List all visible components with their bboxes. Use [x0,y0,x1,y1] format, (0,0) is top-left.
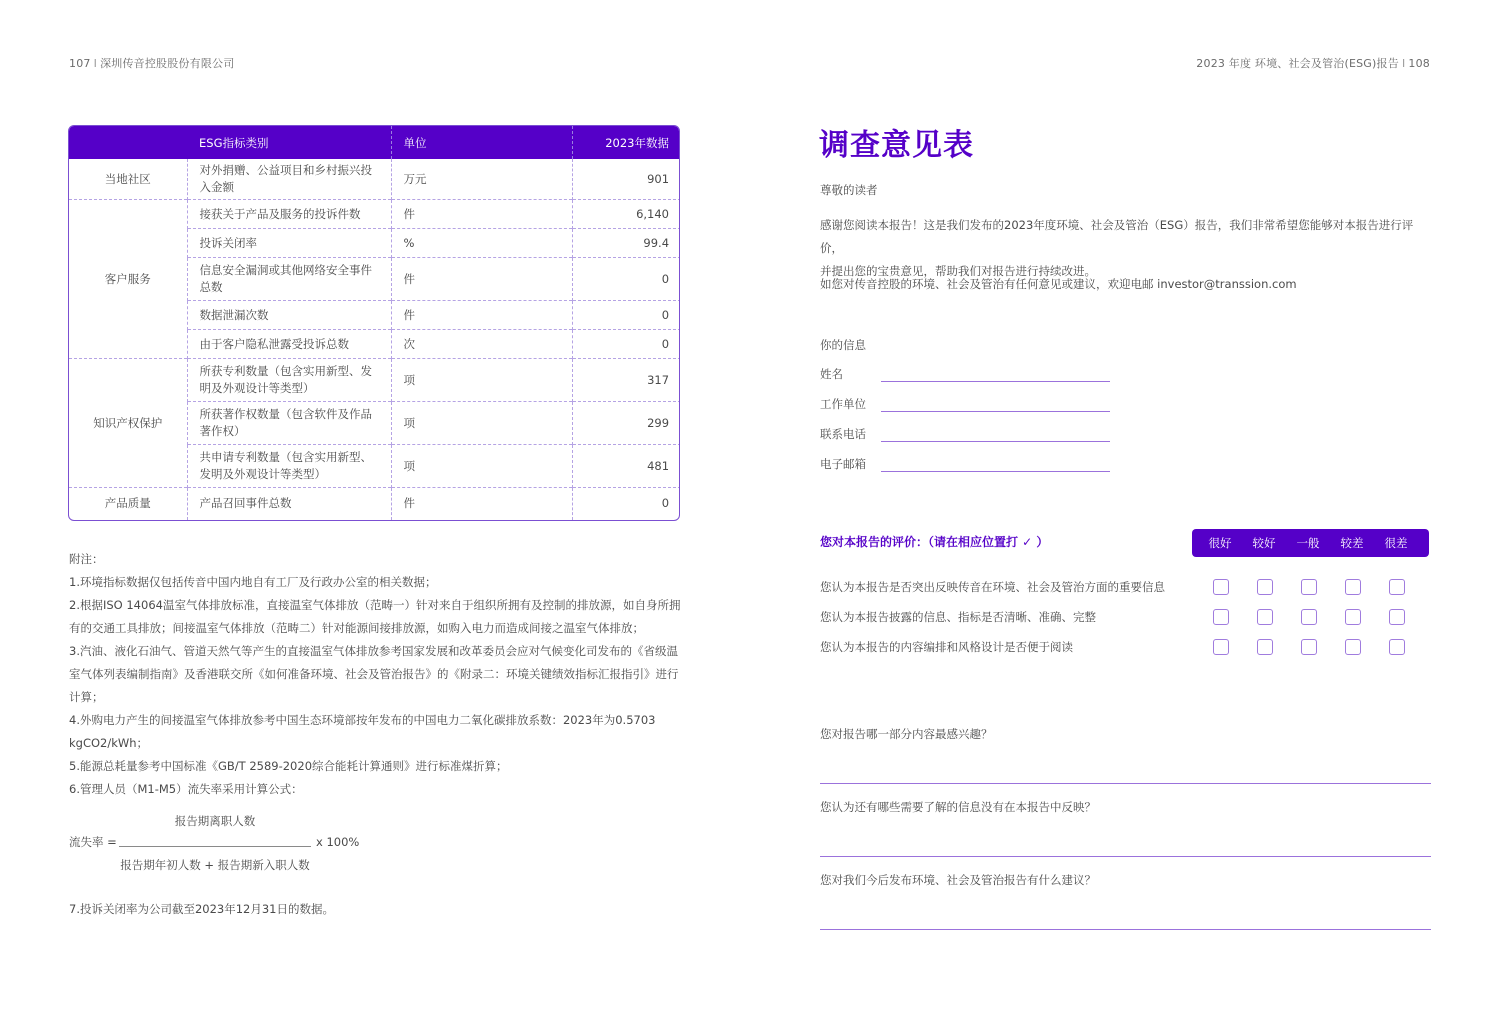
field-label: 联系电话 [820,427,866,441]
question-text: 您认为本报告是否突出反映传音在环境、社会及管治方面的重要信息 [820,580,1165,594]
field-label: 电子邮箱 [820,457,866,471]
company-name: 深圳传音控股股份有限公司 [100,57,235,70]
indicator-cell: 数据泄漏次数 [187,301,391,330]
email-input-line[interactable] [881,471,1110,472]
checkbox[interactable] [1257,639,1273,655]
answer-line[interactable] [820,856,1431,857]
intro-line: 并提出您的宝贵意见，帮助我们对报告进行持续改进。 [820,264,1096,278]
indicator-cell: 所获专利数量（包含实用新型、发明及外观设计等类型） [187,359,391,402]
notes-section [69,548,684,921]
checkbox[interactable] [1345,639,1361,655]
rating-question [820,637,1430,657]
separator: I [93,57,98,70]
value-cell: 901 [572,159,680,200]
question-text: 您认为本报告的内容编排和风格设计是否便于阅读 [820,640,1073,654]
turnover-formula [69,811,684,877]
answer-line[interactable] [820,783,1431,784]
checkbox[interactable] [1213,639,1229,655]
checkbox[interactable] [1301,639,1317,655]
unit-cell: 件 [391,301,572,330]
note-item: 6.管理人员（M1-M5）流失率采用计算公式： [69,782,303,796]
evaluation-title: 您对本报告的评价：（请在相应位置打 ✓ ） [820,535,1049,549]
indicator-cell: 投诉关闭率 [187,229,391,258]
indicator-cell: 产品召回事件总数 [187,488,391,520]
right-page-header [1196,55,1430,71]
checkbox[interactable] [1301,609,1317,625]
checkbox[interactable] [1213,579,1229,595]
note-item: 5.能源总耗量参考中国标准《GB/T 2589-2020综合能耗计算通则》进行标准煤折算； [69,759,508,773]
page-number: 107 [69,57,91,70]
category-cell: 客户服务 [69,200,187,359]
info-title: 你的信息 [820,338,866,352]
category-cell: 知识产权保护 [69,359,187,488]
value-cell: 317 [572,359,680,402]
formula-numerator: 报告期离职人数 [174,814,256,828]
unit-cell: % [391,229,572,258]
email-field[interactable] [820,456,1120,476]
note-item: 2.根据ISO 14064温室气体排放标准，直接温室气体排放（范畴一）针对来自于组织所拥有及控制的排放源，如自身所拥有的交通工具排放；间接温室气体排放（范畴二）针对能源间接排放源，如购入电力而造成间接之温室气体排放； [69,598,681,635]
unit-cell: 项 [391,359,572,402]
indicator-cell: 所获著作权数量（包含软件及作品著作权） [187,402,391,445]
value-cell: 6,140 [572,200,680,229]
note-item: 4.外购电力产生的间接温室气体排放参考中国生态环境部按年发布的中国电力二氧化碳排放系数：2023年为0.5703 kgCO2/kWh； [69,713,656,750]
note-item: 1.环境指标数据仅包括传音中国内地自有工厂及行政办公室的相关数据； [69,575,437,589]
field-label: 姓名 [820,367,843,381]
header-value: 2023年数据 [572,126,680,159]
greeting: 尊敬的读者 [820,183,878,197]
table-row [69,159,680,200]
header-unit: 单位 [391,126,572,159]
header-category: ESG指标类别 [69,126,391,159]
scale-label: 较差 [1340,536,1364,550]
checkbox[interactable] [1345,579,1361,595]
value-cell: 0 [572,488,680,520]
intro-line: 感谢您阅读本报告！这是我们发布的2023年度环境、社会及管治（ESG）报告，我们非常希望您能够对本报告进行评价， [820,218,1414,255]
indicator-cell: 接获关于产品及服务的投诉件数 [187,200,391,229]
value-cell: 481 [572,445,680,488]
scale-label: 很差 [1384,536,1408,550]
indicator-cell: 由于客户隐私泄露受投诉总数 [187,330,391,359]
checkbox[interactable] [1389,639,1405,655]
category-cell: 产品质量 [69,488,187,520]
unit-cell: 项 [391,402,572,445]
open-question [820,799,1431,859]
value-cell: 0 [572,258,680,301]
esg-indicator-table [68,125,680,521]
table-row [69,488,680,520]
value-cell: 0 [572,330,680,359]
rating-question [820,607,1430,627]
question-text: 您对报告哪一部分内容最感兴趣？ [820,727,993,741]
name-field[interactable] [820,366,1120,386]
formula-denominator: 报告期年初人数 + 报告期新入职人数 [120,858,310,872]
question-text: 您认为还有哪些需要了解的信息没有在本报告中反映？ [820,800,1096,814]
open-question [820,872,1431,932]
rating-scale-header [1192,529,1429,557]
field-label: 工作单位 [820,397,866,411]
separator: I [1401,57,1406,70]
contact-text: 如您对传音控股的环境、社会及管治有任何意见或建议，欢迎电邮 investor@transsion.com [820,277,1297,291]
question-text: 您认为本报告披露的信息、指标是否清晰、准确、完整 [820,610,1096,624]
company-field[interactable] [820,396,1120,416]
unit-cell: 件 [391,488,572,520]
formula-rhs: x 100% [316,835,360,849]
value-cell: 299 [572,402,680,445]
checkbox[interactable] [1257,579,1273,595]
answer-line[interactable] [820,929,1431,930]
scale-label: 较好 [1252,536,1276,550]
question-text: 您对我们今后发布环境、社会及管治报告有什么建议？ [820,873,1096,887]
formula-lhs: 流失率 = [69,835,117,849]
rating-question [820,577,1430,597]
table-header-row [69,126,680,159]
left-page-header [69,55,234,71]
phone-input-line[interactable] [881,441,1110,442]
scale-label: 一般 [1296,536,1320,550]
checkbox[interactable] [1257,609,1273,625]
open-question [820,726,1431,786]
survey-title: 调查意见表 [819,128,974,163]
unit-cell: 件 [391,200,572,229]
unit-cell: 件 [391,258,572,301]
name-input-line[interactable] [881,381,1110,382]
unit-cell: 次 [391,330,572,359]
table-row [69,359,680,402]
checkbox[interactable] [1389,579,1405,595]
notes-title: 附注： [69,552,104,566]
value-cell: 99.4 [572,229,680,258]
checkbox[interactable] [1213,609,1229,625]
unit-cell: 项 [391,445,572,488]
indicator-cell: 信息安全漏洞或其他网络安全事件总数 [187,258,391,301]
page-number: 108 [1408,57,1430,70]
note-item: 3.汽油、液化石油气、管道天然气等产生的直接温室气体排放参考国家发展和改革委员会应对气候变化司发布的《省级温室气体列表编制指南》及香港联交所《如何准备环境、社会及管治报告》的《附录二：环境关键绩效指标汇报指引》进行计算； [69,644,679,704]
scale-label: 很好 [1208,536,1232,550]
value-cell: 0 [572,301,680,330]
category-cell: 当地社区 [104,171,151,186]
checkbox[interactable] [1301,579,1317,595]
checkbox[interactable] [1389,609,1405,625]
phone-field[interactable] [820,426,1120,446]
report-title: 2023 年度 环境、社会及管治(ESG)报告 [1196,57,1399,70]
fraction-bar [119,846,311,847]
company-input-line[interactable] [881,411,1110,412]
checkbox[interactable] [1345,609,1361,625]
note-item: 7.投诉关闭率为公司截至2023年12月31日的数据。 [69,902,335,916]
indicator-cell: 对外捐赠、公益项目和乡村振兴投入金额 [187,159,391,200]
indicator-cell: 共申请专利数量（包含实用新型、发明及外观设计等类型） [187,445,391,488]
unit-cell: 万元 [391,159,572,200]
table-row [69,200,680,229]
